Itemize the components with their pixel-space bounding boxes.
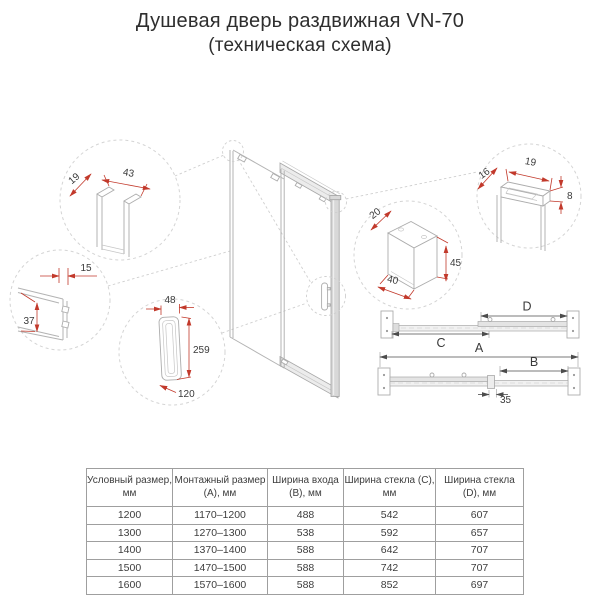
spec-table xyxy=(86,468,524,595)
title-line-1: Душевая дверь раздвижная VN-70 xyxy=(135,10,465,32)
cell: 1600 xyxy=(87,577,173,595)
table-header-row xyxy=(87,469,524,507)
page-title xyxy=(0,8,600,58)
cell: 707 xyxy=(436,542,524,560)
cell: 707 xyxy=(436,559,524,577)
dim-label-35: 35 xyxy=(500,395,512,406)
callout-circle-sill-profile xyxy=(10,250,110,350)
col-header-mount-size: Монтажный размер (A), мм xyxy=(173,469,268,507)
table-row xyxy=(87,524,524,542)
cell: 1470–1500 xyxy=(173,559,268,577)
door-post xyxy=(331,199,339,397)
cell: 852 xyxy=(344,577,436,595)
dim-label-D: D xyxy=(522,299,532,314)
wall-bracket xyxy=(568,368,580,395)
cell: 588 xyxy=(268,559,344,577)
cell: 607 xyxy=(436,507,524,525)
dim-label-43: 43 xyxy=(122,167,135,180)
glass-hole-second xyxy=(271,174,280,182)
table-row xyxy=(87,507,524,525)
dim-label-120: 120 xyxy=(178,389,195,400)
plan-section-bottom xyxy=(378,341,580,406)
dim-label-C: C xyxy=(436,336,446,350)
cell: 1570–1600 xyxy=(173,577,268,595)
dim-label-B: B xyxy=(529,355,539,369)
cell: 1400 xyxy=(87,542,173,560)
col-header-glass-d: Ширина стекла (D), мм xyxy=(436,469,524,507)
dim-label-19: 19 xyxy=(66,171,83,187)
col-header-entry-width: Ширина входа (B), мм xyxy=(268,469,344,507)
dim-label-40: 40 xyxy=(385,273,400,288)
cell: 588 xyxy=(268,577,344,595)
main-door-drawing xyxy=(223,141,347,399)
col-header-nominal-size: Условный размер, мм xyxy=(87,469,173,507)
cell: 657 xyxy=(436,524,524,542)
cell: 1170–1200 xyxy=(173,507,268,525)
dim-label-45: 45 xyxy=(450,258,462,269)
wall-bracket xyxy=(378,368,390,395)
wall-bracket xyxy=(567,311,579,338)
bottom-rail xyxy=(280,357,338,399)
cell: 1270–1300 xyxy=(173,524,268,542)
cell: 592 xyxy=(344,524,436,542)
cell: 697 xyxy=(436,577,524,595)
cell: 1300 xyxy=(87,524,173,542)
cell: 1200 xyxy=(87,507,173,525)
door-handle xyxy=(322,283,328,310)
cell: 1370–1400 xyxy=(173,542,268,560)
cell: 742 xyxy=(344,559,436,577)
dim-label-16: 16 xyxy=(476,166,493,182)
table-row xyxy=(87,577,524,595)
cell: 538 xyxy=(268,524,344,542)
cell: 642 xyxy=(344,542,436,560)
table-row xyxy=(87,559,524,577)
dim-label-19b: 19 xyxy=(524,156,537,169)
dim-label-37: 37 xyxy=(23,316,35,327)
wall-bracket xyxy=(381,311,393,338)
table-row xyxy=(87,542,524,560)
dim-label-15: 15 xyxy=(80,263,92,274)
col-header-glass-c: Ширина стекла (C), мм xyxy=(344,469,436,507)
callout-circle-wall-profile-left xyxy=(60,140,180,260)
cell: 488 xyxy=(268,507,344,525)
dim-label-48: 48 xyxy=(164,295,176,306)
dim-label-20: 20 xyxy=(367,206,384,222)
cell: 1500 xyxy=(87,559,173,577)
cell: 588 xyxy=(268,542,344,560)
cell: 542 xyxy=(344,507,436,525)
dim-label-8: 8 xyxy=(567,191,573,202)
dim-label-A: A xyxy=(474,341,484,355)
dim-label-259: 259 xyxy=(193,345,210,356)
title-line-2: (техническая схема) xyxy=(208,35,392,56)
